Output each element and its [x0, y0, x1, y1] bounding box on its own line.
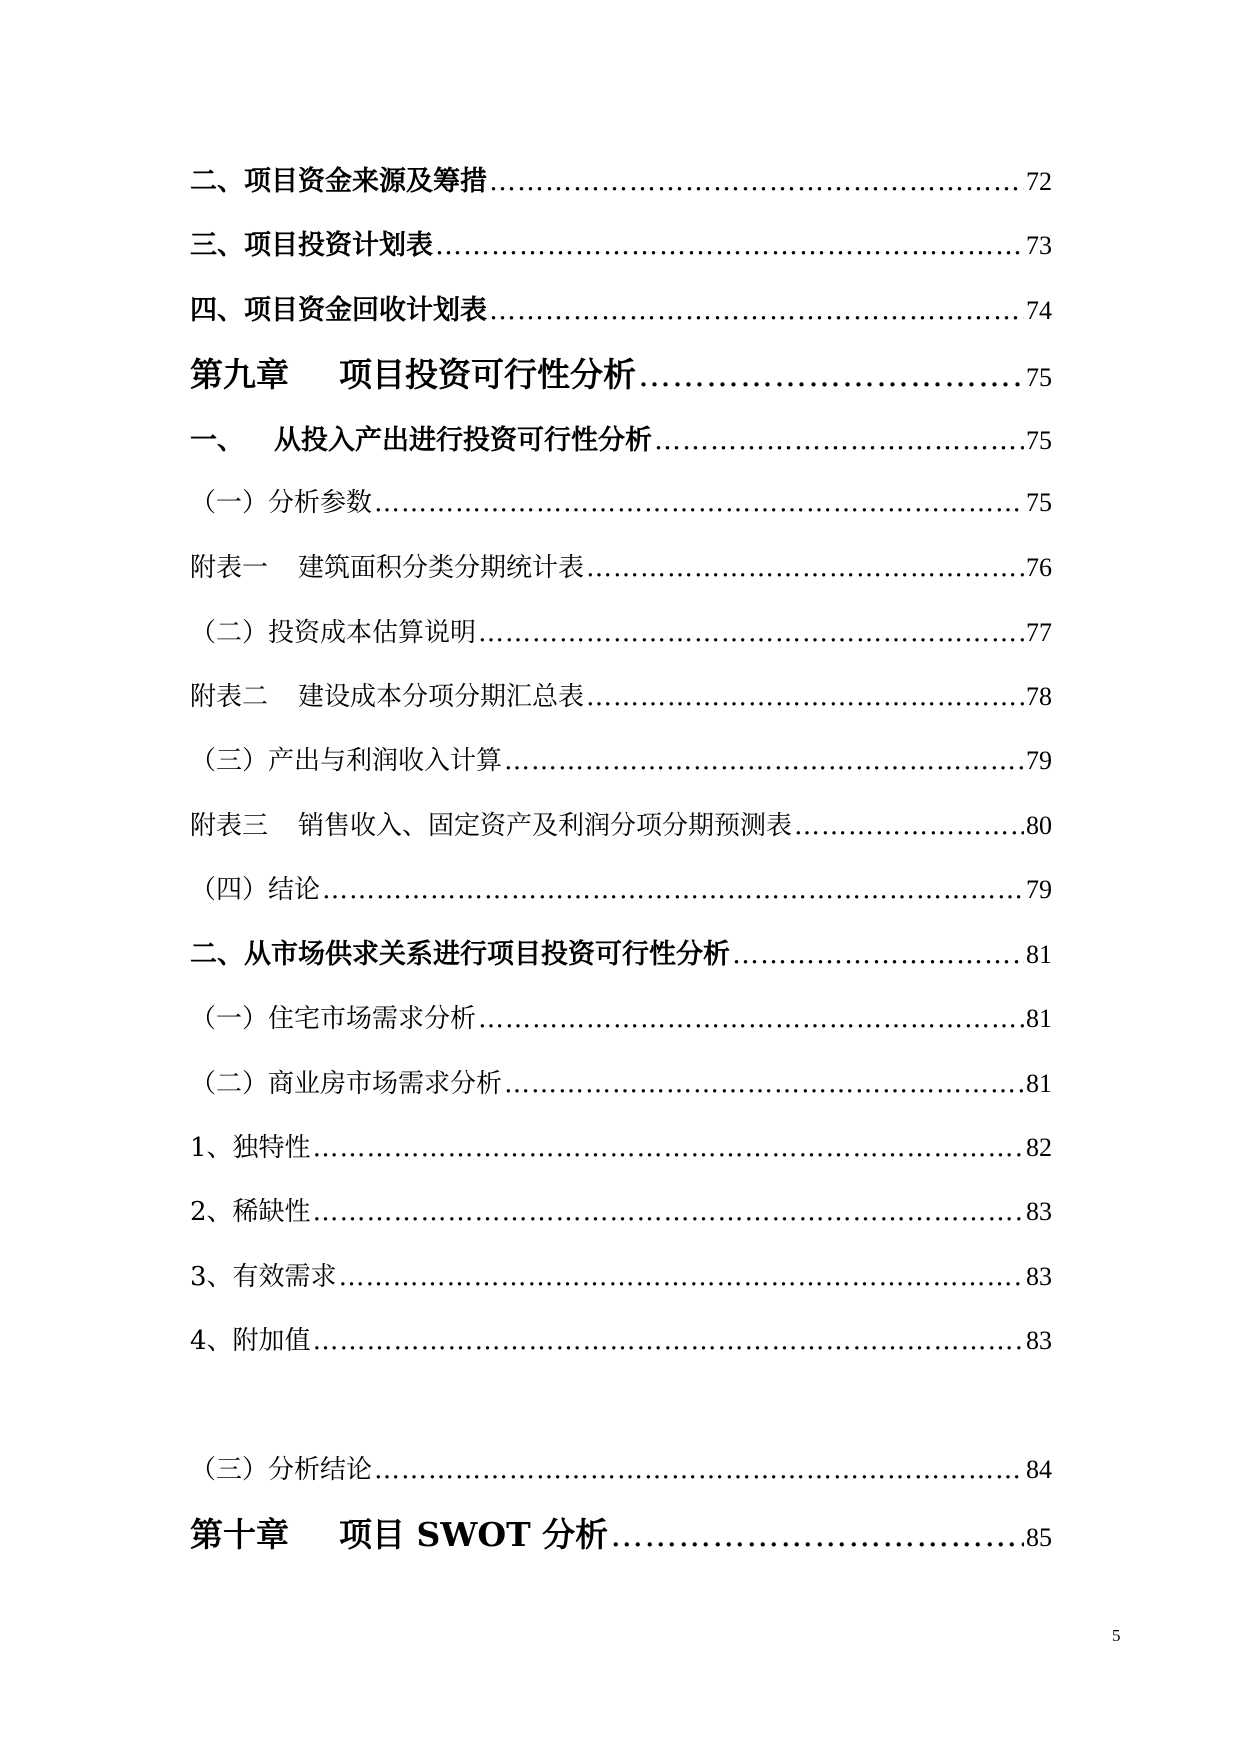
toc-dot-leader	[322, 877, 1024, 903]
toc-entry-label: 三、项目投资计划表	[190, 230, 433, 261]
toc-entry-prefix: 附表二	[190, 682, 269, 712]
toc-entry-title: 销售收入、固定资产及利润分项分期预测表	[298, 811, 793, 841]
toc-entry-page: 79	[1026, 875, 1052, 904]
toc-entry[interactable]	[190, 813, 1052, 839]
toc-entry-label: 二、项目资金来源及筹措	[190, 166, 487, 197]
toc-dot-leader	[654, 427, 1024, 454]
toc-entry-page: 82	[1026, 1133, 1052, 1162]
toc-entry-prefix: 一、	[190, 425, 244, 456]
toc-entry-title: 从投入产出进行投资可行性分析	[274, 425, 652, 456]
toc-dot-leader	[478, 1006, 1024, 1032]
toc-entry-page: 81	[1026, 1069, 1052, 1098]
toc-dot-leader	[794, 813, 1024, 839]
toc-entry-page: 75	[1026, 363, 1052, 392]
toc-entry-title: 建设成本分项分期汇总表	[298, 682, 585, 712]
toc-chapter-heading	[190, 1515, 609, 1554]
toc-entry-page: 76	[1026, 553, 1052, 582]
toc-entry-page: 83	[1026, 1326, 1052, 1355]
toc-entry-page: 84	[1026, 1455, 1052, 1484]
toc-dot-leader	[313, 1135, 1024, 1161]
toc-entry-label: （一）住宅市场需求分析	[190, 1004, 477, 1034]
toc-dot-leader	[586, 555, 1024, 581]
toc-entry-page: 78	[1026, 682, 1052, 711]
toc-entry[interactable]	[190, 1457, 1052, 1483]
toc-dot-leader	[732, 941, 1024, 968]
toc-dot-leader	[313, 1199, 1024, 1225]
chapter-title: 项目 SWOT 分析	[339, 1515, 609, 1554]
chapter-number: 第十章	[190, 1515, 289, 1554]
toc-dot-leader	[435, 232, 1024, 259]
chapter-number: 第九章	[190, 355, 289, 394]
toc-entry-page: 73	[1026, 231, 1052, 260]
toc-entry-page: 81	[1026, 1004, 1052, 1033]
toc-entry-label: （三）产出与利润收入计算	[190, 746, 503, 776]
toc-entry[interactable]	[190, 168, 1052, 195]
toc-entry[interactable]	[190, 941, 1052, 968]
toc-entry-label: （一）分析参数	[190, 488, 373, 518]
toc-entry[interactable]	[190, 232, 1052, 259]
toc-entry[interactable]	[190, 1006, 1052, 1032]
toc-entry[interactable]	[190, 1135, 1052, 1161]
toc-dot-leader	[638, 358, 1024, 391]
toc-dot-leader	[313, 1328, 1024, 1354]
toc-chapter-entry[interactable]	[190, 1515, 1052, 1554]
toc-dot-leader	[586, 684, 1024, 710]
toc-entry-page: 83	[1026, 1262, 1052, 1291]
toc-entry-label: 3、有效需求	[190, 1262, 337, 1292]
toc-chapter-entry[interactable]	[190, 355, 1052, 394]
toc-dot-leader	[504, 1071, 1024, 1097]
toc-dot-leader	[374, 490, 1024, 516]
toc-entry-label	[190, 684, 584, 710]
toc-entry[interactable]	[190, 297, 1052, 324]
toc-entry-label	[190, 813, 792, 839]
toc-entry-page: 75	[1026, 426, 1052, 455]
toc-entry-label: 四、项目资金回收计划表	[190, 295, 487, 326]
toc-entry-page: 80	[1026, 811, 1052, 840]
toc-entry[interactable]	[190, 748, 1052, 774]
toc-entry-page: 81	[1026, 940, 1052, 969]
toc-dot-leader	[489, 297, 1024, 324]
toc-dot-leader	[610, 1518, 1024, 1551]
toc-dot-leader	[374, 1457, 1024, 1483]
toc-entry-page: 72	[1026, 167, 1052, 196]
toc-entry[interactable]	[190, 877, 1052, 903]
toc-entry-prefix: 附表一	[190, 553, 269, 583]
chapter-title: 项目投资可行性分析	[339, 355, 636, 394]
toc-entry-label: 二、从市场供求关系进行项目投资可行性分析	[190, 939, 730, 970]
toc-dot-leader	[478, 620, 1024, 646]
toc-chapter-heading	[190, 355, 636, 394]
toc-dot-leader	[339, 1264, 1024, 1290]
toc-entry[interactable]	[190, 1071, 1052, 1097]
toc-entry-label	[190, 427, 652, 454]
toc-entry-label: （二）商业房市场需求分析	[190, 1069, 503, 1099]
toc-entry-title: 建筑面积分类分期统计表	[298, 553, 585, 583]
toc-entry-label	[190, 555, 584, 581]
toc-entry-label: （四）结论	[190, 875, 321, 905]
toc-entry-label: 2、稀缺性	[190, 1197, 311, 1227]
toc-entry-page: 74	[1026, 296, 1052, 325]
toc-dot-leader	[489, 168, 1024, 195]
toc-entry-page: 85	[1026, 1523, 1052, 1552]
toc-entry-page: 75	[1026, 488, 1052, 517]
toc-entry-page: 83	[1026, 1197, 1052, 1226]
toc-entry[interactable]	[190, 1264, 1052, 1290]
toc-entry-label: 1、独特性	[190, 1133, 311, 1163]
toc-entry-label: （三）分析结论	[190, 1455, 373, 1485]
toc-entry[interactable]	[190, 427, 1052, 454]
toc-entry[interactable]	[190, 684, 1052, 710]
toc-entry-page: 77	[1026, 618, 1052, 647]
toc-entry-label: 4、附加值	[190, 1326, 311, 1356]
toc-entry[interactable]	[190, 620, 1052, 646]
toc-entry[interactable]	[190, 555, 1052, 581]
toc-entry[interactable]	[190, 1199, 1052, 1225]
toc-entry-page: 79	[1026, 746, 1052, 775]
toc-entry[interactable]	[190, 1328, 1052, 1354]
toc-entry[interactable]	[190, 490, 1052, 516]
toc-entry-label: （二）投资成本估算说明	[190, 618, 477, 648]
page-number: 5	[1112, 1626, 1121, 1645]
toc-entry-prefix: 附表三	[190, 811, 269, 841]
toc-dot-leader	[504, 748, 1024, 774]
